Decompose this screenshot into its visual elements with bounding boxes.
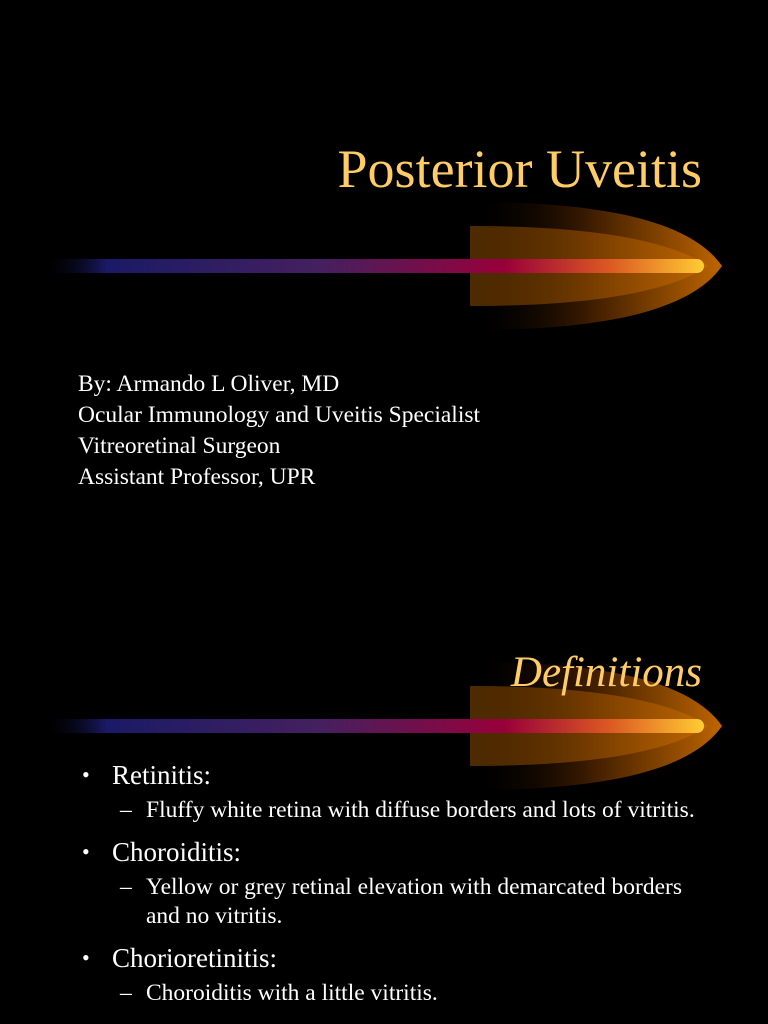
author-specialty-line: Ocular Immunology and Uveitis Specialist <box>78 402 481 428</box>
term-retinitis: Retinitis: <box>112 760 212 790</box>
slide-2-title: Definitions <box>510 649 702 696</box>
detail-retinitis: Fluffy white retina with diffuse borders and lots of vitritis. <box>146 797 695 823</box>
slide-definitions <box>0 512 768 1024</box>
definitions-list <box>82 758 702 1018</box>
sub-list <box>112 796 702 825</box>
list-item <box>112 979 702 1008</box>
author-name-line: By: Armando L Oliver, MD <box>78 371 340 397</box>
detail-chorioretinitis: Choroiditis with a little vitritis. <box>146 980 438 1006</box>
list-item <box>82 835 702 931</box>
bullet-dot-icon: • <box>82 839 90 864</box>
term-chorioretinitis: Chorioretinitis: <box>112 943 277 973</box>
author-block <box>78 369 480 493</box>
dash-icon: – <box>120 980 132 1006</box>
term-choroiditis: Choroiditis: <box>112 837 242 867</box>
author-surgeon-line: Vitreoretinal Surgeon <box>78 433 281 459</box>
list-item <box>112 873 702 931</box>
sub-list <box>112 873 702 931</box>
sub-list <box>112 979 702 1008</box>
bullet-dot-icon: • <box>82 945 90 970</box>
dash-icon: – <box>120 797 132 823</box>
dash-icon: – <box>120 874 132 900</box>
list-item <box>82 758 702 825</box>
bullet-dot-icon: • <box>82 762 90 787</box>
detail-choroiditis: Yellow or grey retinal elevation with demarcated borders and no vitritis. <box>146 874 682 929</box>
author-position-line: Assistant Professor, UPR <box>78 464 316 490</box>
slide-1-title: Posterior Uveitis <box>337 139 702 199</box>
comet-swoosh-decoration <box>0 196 768 336</box>
list-item <box>82 941 702 1008</box>
list-item <box>112 796 702 825</box>
